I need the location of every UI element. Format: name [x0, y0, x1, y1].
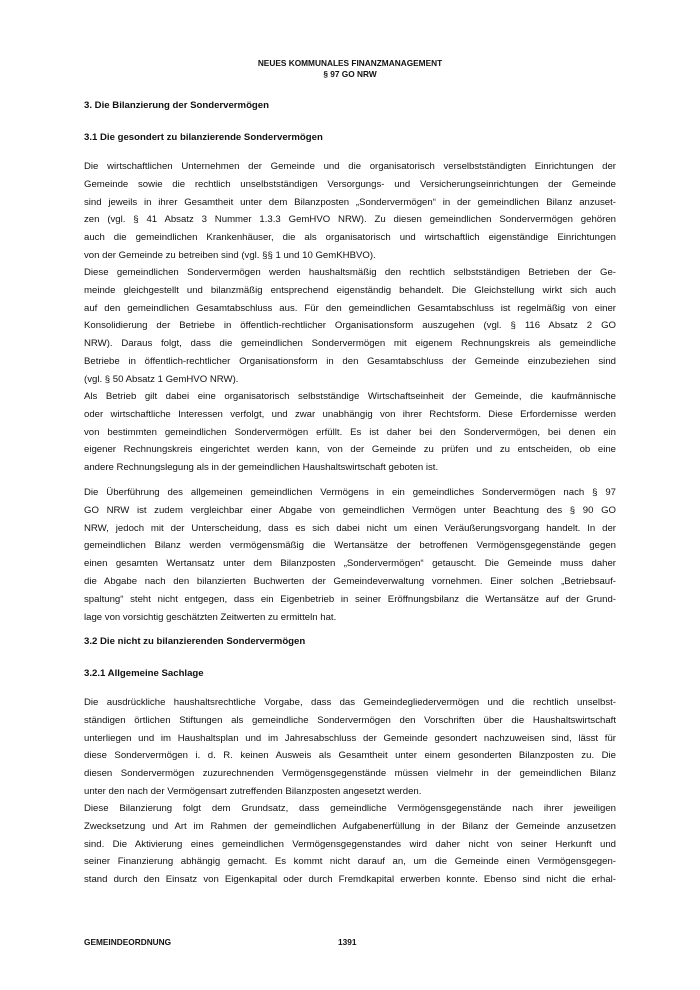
text-line: von der Gemeinde zu betreiben sind (vgl. §§ 1 und 10 GemKHBVO). — [84, 249, 376, 261]
text-line: ständigen örtlichen Stiftungen als gemeindliche Sondervermögen den Vorschriften über die Haushaltswirtschaft — [84, 714, 616, 726]
text-line: gemeindlichen Bilanz werden vermögensmäßig die Wertansätze der betroffenen Vermögensgegenstände gegen — [84, 540, 616, 552]
text-line: stand durch den Einsatz von Eigenkapital oder durch Fremdkapital erwerben konnte. Ebenso sind nicht die erhal- — [84, 874, 616, 886]
page-number: 1391 — [338, 937, 357, 947]
text-line: NRW). Daraus folgt, dass die gemeindlichen Sondervermögen mit eigenem Rechnungskreis als gemeindliche — [84, 338, 616, 350]
heading-3: 3. Die Bilanzierung der Sondervermögen — [84, 100, 269, 111]
heading-3-1: 3.1 Die gesondert zu bilanzierende Sondervermögen — [84, 132, 323, 143]
running-header — [84, 58, 616, 79]
paragraph-4 — [84, 484, 616, 626]
text-line: Die ausdrückliche haushaltsrechtliche Vorgabe, dass das Gemeindegliedervermögen und die rechtlich unselbst- — [84, 697, 616, 708]
text-line: eigener Rechnungskreis eingerichtet werden kann, von der Gemeinde zu prüfen und zu entscheiden, ob eine — [84, 444, 616, 456]
paragraph-5 — [84, 694, 616, 801]
header-title: NEUES KOMMUNALES FINANZMANAGEMENT — [257, 58, 443, 68]
text-line: Konsolidierung der Betriebe in öffentlich-rechtlicher Organisationsform auszugehen (vgl. § 116 Absatz 2 GO — [84, 320, 616, 332]
heading-3-2: 3.2 Die nicht zu bilanzierenden Sondervermögen — [84, 636, 306, 647]
text-line: diesen Sondervermögen zuzurechnenden Vermögensgegenstände müssen vielmehr in der gemeindlichen Bilanz — [84, 768, 616, 780]
text-line: auch die gemeindlichen Krankenhäuser, die als organisatorisch und wirtschaftlich eigenständige Einrichtungen — [84, 232, 616, 244]
text-line: meinde gleichgestellt und bilanzmäßig entsprechend eigenständig behandelt. Die Gleichstellung wirkt sich auch — [84, 284, 616, 296]
text-line: sind. Die Aktivierung eines gemeindlichen Vermögensgegenstandes wird daher nicht von seiner Herkunft und — [84, 838, 616, 850]
paragraph-6 — [84, 800, 616, 889]
text-line: die Abgabe nach den bilanzierten Buchwerten der Gemeindeverwaltung vornehmen. Einer solchen „Betriebsauf- — [84, 575, 616, 587]
text-line: (vgl. § 50 Absatz 1 GemHVO NRW). — [84, 373, 239, 385]
text-line: GO NRW ist zudem vergleichbar einer Abgabe von gemeindlichen Vermögen unter Beachtung des § 90 GO — [84, 504, 616, 516]
paragraph-2 — [84, 264, 616, 389]
text-line: unterliegen und im Haushaltsplan und im Jahresabschluss der Gemeinde gesondert nachzuweisen sind, lässt für — [84, 732, 616, 744]
text-line: oder wirtschaftliche Interessen verfolgt, und zwar unabhängig von ihrer Rechtsform. Diese Erfordernisse werden — [84, 408, 616, 420]
text-line: einen gesamten Wertansatz unter dem Bilanzposten „Sondervermögen“ getauscht. Die Gemeinde muss daher — [84, 558, 616, 570]
text-line: lage von vorsichtig geschätzten Zeitwerten zu ermitteln hat. — [84, 611, 337, 623]
footer-label: GEMEINDEORDNUNG — [84, 937, 172, 947]
text-line: Betriebe in öffentlich-rechtlicher Organisationsform in den Gesamtabschluss der Gemeinde einzubeziehen sind — [84, 355, 616, 367]
text-line: von bestimmten gemeindlichen Sondervermögen erfüllt. Es ist daher bei den Sondervermögen, bei denen ein — [84, 426, 616, 438]
paragraph-3 — [84, 388, 616, 477]
text-line: zen (vgl. § 41 Absatz 3 Nummer 1.3.3 GemHVO NRW). Zu diesen gemeindlichen Sondervermögen gehören — [84, 214, 616, 226]
text-line: Zwecksetzung und Art im Rahmen der gemeindlichen Aufgabenerfüllung in der Bilanz der Gemeinde anzusetzen — [84, 820, 616, 832]
text-line: spaltung“ steht nicht entgegen, dass ein Eigenbetrieb in seiner Eröffnungsbilanz die Wertansätze auf der Grund- — [84, 593, 616, 605]
text-line: seiner Finanzierung abhängig gemacht. Es kommt nicht darauf an, um die Gemeinde einen Vermögensgegen- — [84, 856, 616, 868]
text-line: andere Rechnungslegung als in der gemeindlichen Haushaltswirtschaft geboten ist. — [84, 462, 439, 474]
text-line: NRW, jedoch mit der Unterscheidung, dass es sich dabei nicht um einen Veräußerungsvorgang handelt. In der — [84, 522, 616, 534]
paragraph-1 — [84, 158, 616, 265]
text-line: Gemeinde sowie die rechtlich unselbstständigen Versorgungs- und Versicherungseinrichtungen der Gemeinde — [84, 178, 616, 190]
text-line: auf den gemeindlichen Gesamtabschluss aus. Für den gemeindlichen Gesamtabschluss ist regelmäßig von einer — [84, 302, 616, 314]
text-line: Die Überführung des allgemeinen gemeindlichen Vermögens in ein gemeindliches Sondervermögen nach § 97 — [84, 487, 616, 498]
text-line: unter den nach der Vermögensart zutreffenden Bilanzposten angesetzt werden. — [84, 785, 422, 797]
header-section: § 97 GO NRW — [323, 68, 377, 79]
text-line: Die wirtschaftlichen Unternehmen der Gemeinde und die organisatorisch verselbstständigten Einrichtungen der — [84, 161, 616, 172]
text-line: sind jeweils in ihrer Gesamtheit unter dem Bilanzposten „Sondervermögen“ in der gemeindlichen Bilanz anzuset- — [84, 196, 616, 208]
text-line: Diese gemeindlichen Sondervermögen werden haushaltsmäßig den rechtlich selbstständigen Betrieben der Ge- — [84, 267, 616, 278]
text-line: Als Betrieb gilt dabei eine organisatorisch selbstständige Wirtschaftseinheit der Gemeinde, die kaufmännische — [84, 391, 616, 402]
text-line: Diese Bilanzierung folgt dem Grundsatz, dass gemeindliche Vermögensgegenstände nach ihrer jeweiligen — [84, 803, 616, 814]
text-line: diese Sondervermögen i. d. R. keinen Ausweis als Gesamtheit unter einem gesonderten Bilanzposten zu. Die — [84, 750, 616, 762]
heading-3-2-1: 3.2.1 Allgemeine Sachlage — [84, 668, 204, 679]
